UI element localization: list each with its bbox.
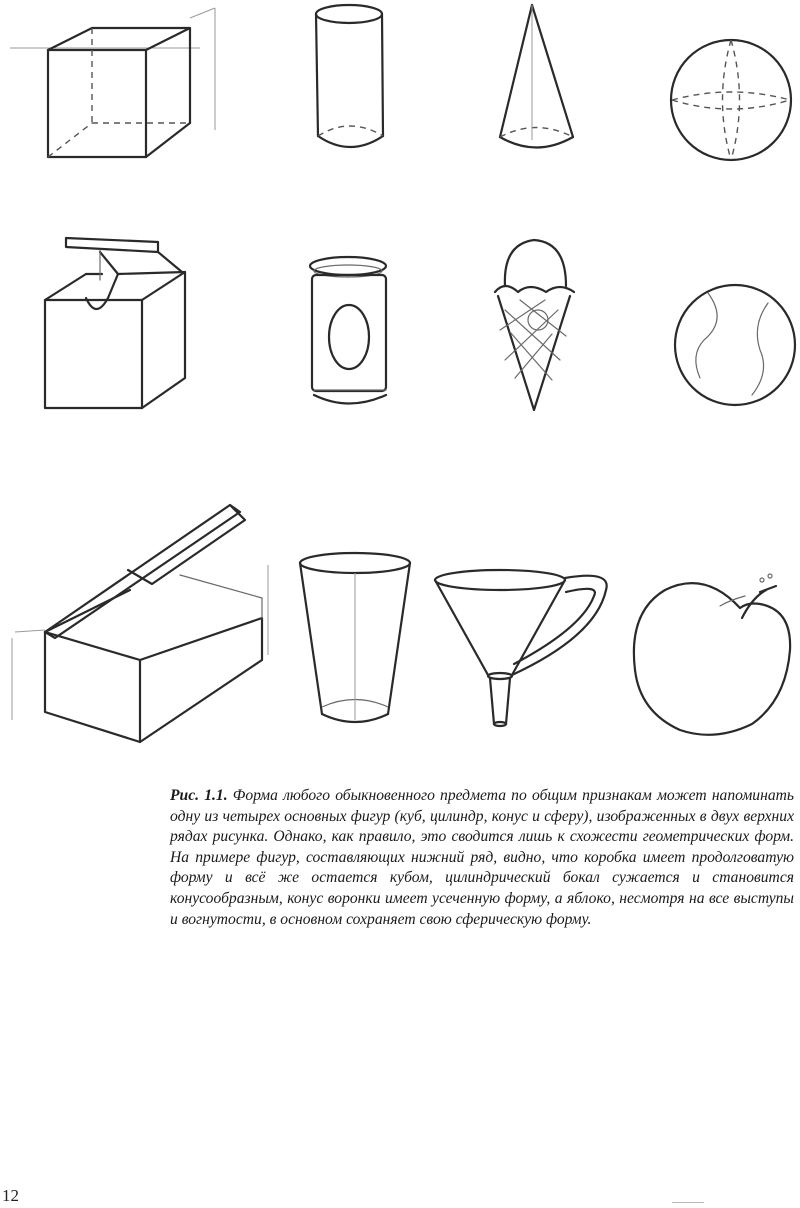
funnel-sketch <box>435 570 607 726</box>
cylinder-sketch <box>316 5 383 147</box>
ice-cream-sketch <box>495 240 574 410</box>
footer-divider <box>672 1202 704 1203</box>
figure-caption <box>170 786 794 930</box>
shoebox-sketch <box>12 505 268 742</box>
apple-sketch <box>634 574 790 735</box>
figure-caption-label: Рис. 1.1. <box>170 787 228 804</box>
page-number: 12 <box>2 1186 19 1205</box>
glass-sketch <box>300 553 410 722</box>
cube-sketch <box>10 8 215 157</box>
cone-sketch <box>500 5 573 148</box>
sphere-sketch <box>671 40 791 160</box>
ball-sketch <box>675 285 795 405</box>
box-sketch <box>45 238 185 408</box>
figure-caption-text: Форма любого обыкновенного предмета по общим признакам может напоминать одну из четырех основных фигур (куб, цилиндр, конус и сферу), изображенных в двух верхних рядах рисунка. Однако, как правило, это сводится лишь к схожести геометрических форм. На примере фигур, составляющих нижний ряд, видно, что коробка имеет продолговатую форму и всё же остается кубом, цилиндрический бокал сужается и становится конусообразным, конус воронки имеет усеченную форму, а яблоко, несмотря на все выступы и вогнутости, в основном сохраняет свою сферическую форму. <box>170 787 794 928</box>
can-sketch <box>310 257 386 404</box>
